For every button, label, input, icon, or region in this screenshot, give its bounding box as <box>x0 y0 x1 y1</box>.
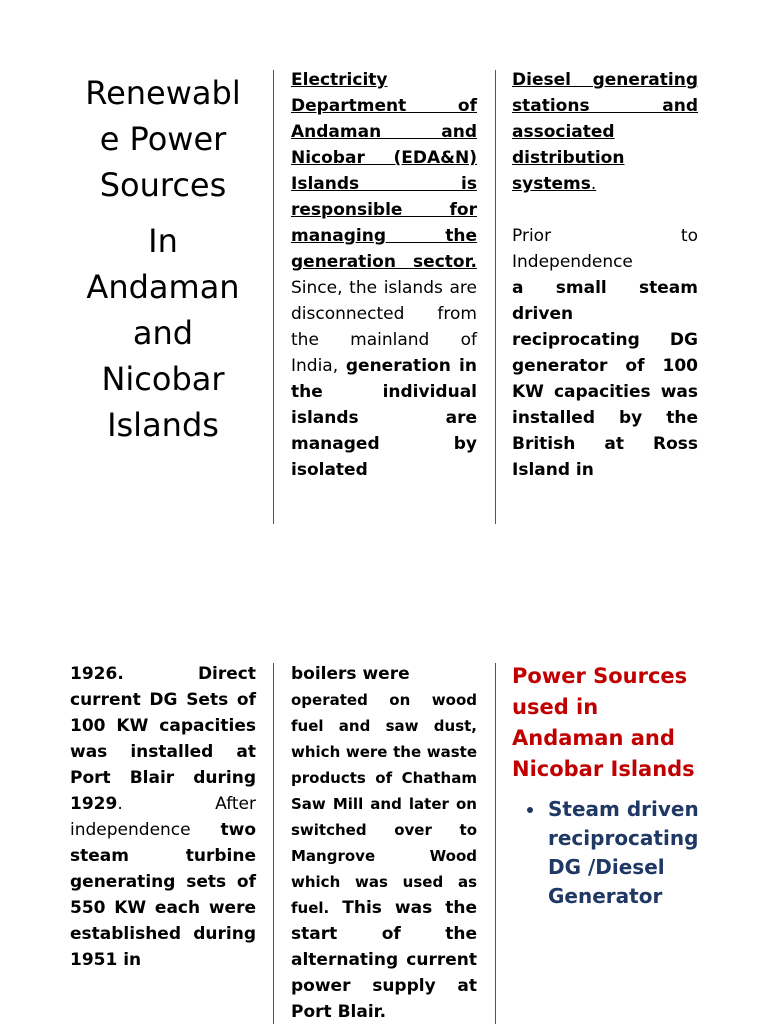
history-text: . After independence <box>70 794 256 840</box>
title-line: Andaman <box>86 268 240 306</box>
title-line: Nicobar <box>101 360 225 398</box>
diesel-bold-text: a small steam driven reciprocating DG generator of 100 KW capacities was installed by the British at Ross Island in <box>512 278 698 480</box>
document-title <box>70 70 256 448</box>
prior-text: Prior to Independence <box>512 226 698 272</box>
title-line: and <box>132 314 194 352</box>
diesel-column <box>512 67 698 483</box>
title-line: Islands <box>107 406 219 444</box>
column-divider <box>273 70 274 524</box>
boilers-column <box>291 661 477 1025</box>
power-sources-heading: Power Sources used in Andaman and Nicobar Islands <box>512 664 695 781</box>
eda-text: Since, the islands are disconnected from the mainland of India, <box>291 278 477 376</box>
history-column <box>70 661 256 973</box>
title-line: In <box>148 222 178 260</box>
boilers-small-text: operated on wood fuel and saw dust, which were the waste products of Chatham Saw Mill and later on switched over to Mangrove Wood which was used as fuel. <box>291 691 477 917</box>
column-divider <box>273 663 274 1024</box>
title-line: Renewabl <box>85 74 241 112</box>
diesel-heading-tail: . <box>590 174 597 194</box>
boilers-bold-1: boilers were <box>291 664 410 684</box>
diesel-heading: Diesel generating stations and associated distribution systems <box>512 70 698 194</box>
column-divider <box>495 663 496 1024</box>
boilers-bold-2: This was the start of the alternating current power supply at Port Blair. <box>291 898 477 1022</box>
history-bold-2: two steam turbine generating sets of 550 KW each were established during 1951 in <box>70 820 256 970</box>
list-item: • Steam driven reciprocating DG /Diesel Generator <box>546 795 702 911</box>
eda-heading: Electricity Department of Andaman and Nicobar (EDA&N) Islands is responsible for managing the generation sector. <box>291 70 477 272</box>
column-divider <box>495 70 496 524</box>
eda-column <box>291 67 477 483</box>
title-line: e Power <box>99 120 227 158</box>
power-sources-column <box>512 661 702 911</box>
eda-bold-text: generation in the individual islands are managed by isolated <box>291 356 477 480</box>
history-bold-1: 1926. Direct current DG Sets of 100 KW capacities was installed at Port Blair during 1929 <box>70 664 256 814</box>
title-line: Sources <box>99 166 227 204</box>
power-sources-list <box>512 795 702 911</box>
